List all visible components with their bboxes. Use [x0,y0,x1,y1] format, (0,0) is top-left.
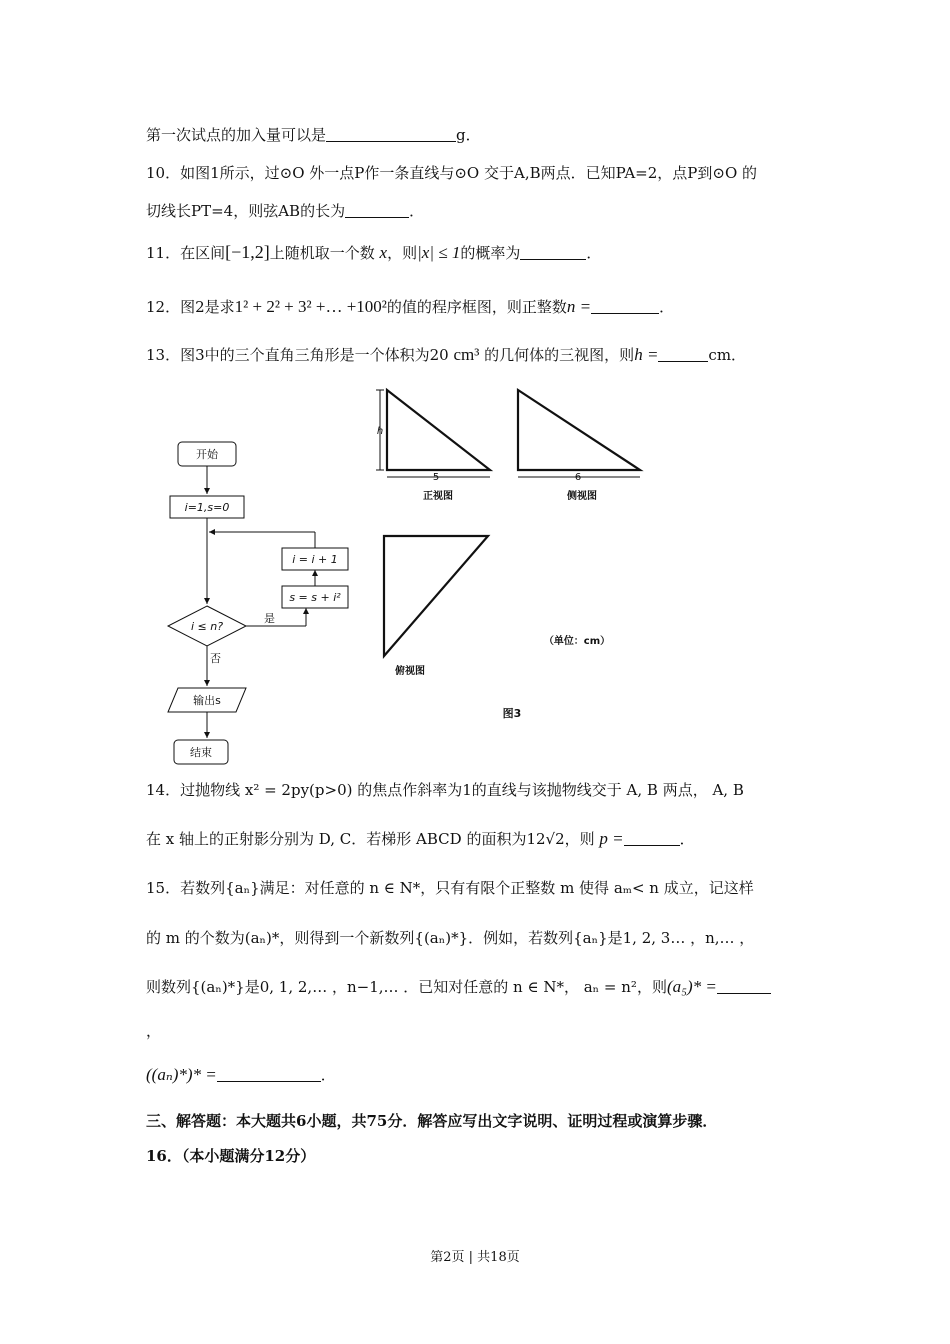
side-width-label: 6 [574,472,582,483]
q10-blank [345,203,409,218]
q9-text: 第一次试点的加入量可以是 [146,126,327,144]
front-width-label: 5 [432,472,440,483]
q10-end: ． [409,202,425,220]
q10-line2 [146,200,424,221]
section3-heading: 三、解答题：本大题共6小题，共75分．解答应写出文字说明、证明过程或演算步骤． [146,1112,718,1130]
top-view-label: 俯视图 [395,666,425,677]
q13-blank [658,347,708,362]
top-view-triangle [384,536,488,656]
q14-blank [624,831,680,846]
q15-line5-var: ((aₙ)*)* = [146,1065,217,1084]
q15-line2: 的 m 的个数为(aₙ)*，则得到一个新数列{(aₙ)*}．例如，若数列{aₙ}是1, 2, 3… ，n,… ， [146,929,755,947]
q10-line1: 10．如图1所示，过⊙O 外一点P作一条直线与⊙O 交于A,B两点．已知PA=2，点P到⊙O 的 [146,164,758,182]
q11-var: x [379,243,388,262]
q14-line2-text: 在 x 轴上的正射影分别为 D, C．若梯形 ABCD 的面积为12√2，则 [146,830,595,848]
q11-line [146,242,601,263]
flowchart-figure [160,436,360,766]
q15-line5 [146,1064,336,1085]
q10-line2-text: 切线长PT=4，则弦AB的长为 [146,202,346,220]
q13-unit: cm³ [453,345,480,364]
figure3-caption: 图3 [502,707,522,720]
q15-blank1 [717,979,771,994]
q14-end: ． [679,830,695,848]
q15-line1: 15．若数列{aₙ}满足：对任意的 n ∈ N*，只有有限个正整数 m 使得 aₘ< n 成立，记这样 [146,879,754,897]
flow-update-s-label: s = s + i² [289,591,341,604]
q15-line3 [146,976,771,997]
q9-line [146,124,481,145]
three-views-figure [370,384,660,729]
q14-line1: 14．过抛物线 x² = 2py(p>0) 的焦点作斜率为1的直线与该抛物线交于 A, B 两点， A, B [146,781,744,799]
q13-pre: 13．图3中的三个直角三角形是一个体积为20 [146,346,449,364]
q12-end: ． [659,298,675,316]
q16-heading: 16．（本小题满分12分） [146,1147,316,1165]
q13-post: 的几何体的三视图，则 [484,346,635,364]
q9-blank [326,127,456,142]
q11-pre: 11．在区间 [146,244,226,262]
flow-condition-label: i ≤ n? [190,620,224,633]
q14-line2 [146,828,695,849]
flow-start-label: 开始 [196,448,218,461]
front-view-triangle [387,390,490,470]
q11-blank [520,245,586,260]
q15-end: ． [320,1066,336,1084]
q9-unit: g． [456,126,481,144]
q15-blank2 [217,1067,321,1082]
q12-expr: 1² + 2² + 3² +… +100² [234,297,387,316]
front-view-label: 正视图 [423,491,453,502]
q12-post: 的值的程序框图，则正整数 [386,298,567,316]
flow-end-label: 结束 [190,746,212,759]
q14-var: p = [599,829,624,848]
side-view-label: 侧视图 [567,491,597,502]
unit-label: （单位：cm） [543,636,611,647]
flow-update-i-label: i = i + 1 [292,553,338,566]
q13-end: cm． [708,346,747,364]
q11-mid: 上随机取一个数 [269,244,375,262]
q15-comma: ， [146,1022,162,1040]
q11-cond: |x| ≤ 1 [417,243,461,262]
side-view-triangle [518,390,640,470]
q15-line3-text: 则数列{(aₙ)*}是0, 1, 2,… ，n−1,… ．已知对任意的 n ∈ N*， aₙ = n²，则 [146,978,667,996]
h-label: h [376,426,384,437]
flow-no-label: 否 [210,652,221,665]
q12-blank [591,299,659,314]
flow-init-label: i=1,s=0 [184,501,230,514]
flow-yes-label: 是 [264,612,275,625]
q13-line [146,344,746,365]
q12-var: n = [566,297,592,316]
page-footer: 第2页 | 共18页 [430,1250,520,1265]
q11-post: 的概率为 [460,244,521,262]
flow-output-label: 输出s [193,694,221,707]
q12-line [146,296,674,317]
q15-var3: (a₅)* = [666,977,717,996]
q11-interval: [−1,2] [225,242,270,262]
q13-var: h = [634,345,659,364]
q12-pre: 12．图2是求 [146,298,235,316]
q11-mid2: ，则 [387,244,418,262]
q11-end: ． [586,244,602,262]
